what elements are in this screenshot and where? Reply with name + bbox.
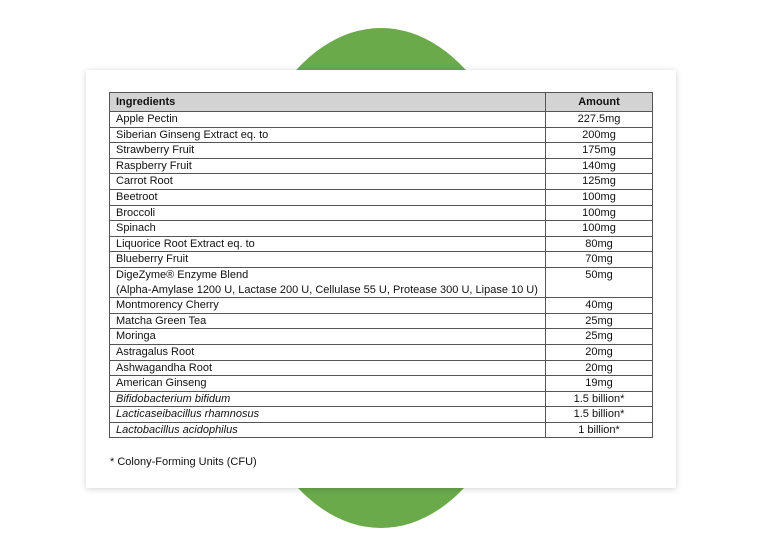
ingredient-amount: 1.5 billion* (546, 407, 653, 423)
ingredient-amount: 25mg (546, 329, 653, 345)
ingredient-name (110, 221, 546, 237)
ingredient-name-text: Matcha Green Tea (116, 314, 207, 327)
ingredient-name (110, 313, 546, 329)
ingredient-name-text: Carrot Root (116, 175, 173, 188)
ingredient-name-text: Apple Pectin (116, 113, 178, 125)
ingredient-name (110, 422, 546, 438)
ingredient-amount: 100mg (546, 205, 653, 221)
ingredient-name (110, 143, 546, 159)
table-row (110, 252, 653, 268)
table-row (110, 422, 653, 438)
table-header-row (110, 93, 653, 112)
ingredient-name-text: Lactobacillus acidophilus (116, 423, 238, 436)
ingredient-amount: 1.5 billion* (546, 391, 653, 407)
ingredient-name-text: Blueberry Fruit (116, 253, 189, 266)
ingredient-name-text: Spinach (116, 222, 156, 235)
ingredient-name (110, 127, 546, 143)
ingredient-name-text: Astragalus Root (116, 345, 195, 358)
ingredient-name (110, 205, 546, 221)
ingredient-name-text: Liquorice Root Extract eq. to (116, 237, 255, 250)
ingredient-amount: 80mg (546, 236, 653, 252)
ingredient-amount: 125mg (546, 174, 653, 190)
table-row (110, 267, 653, 297)
ingredient-amount: 40mg (546, 298, 653, 314)
table-row (110, 158, 653, 174)
ingredient-name (110, 344, 546, 360)
ingredient-amount: 50mg (546, 267, 653, 297)
ingredient-name (110, 329, 546, 345)
ingredients-table (109, 92, 653, 438)
ingredient-amount: 200mg (546, 127, 653, 143)
ingredient-amount: 25mg (546, 313, 653, 329)
ingredient-name (110, 376, 546, 392)
table-row (110, 391, 653, 407)
ingredient-name-text: Lacticaseibacillus rhamnosus (116, 408, 260, 421)
ingredient-name-text: Raspberry Fruit (116, 159, 192, 172)
ingredient-amount: 100mg (546, 189, 653, 205)
ingredient-name-text: Bifidobacterium bifidum (116, 392, 231, 405)
table-row (110, 344, 653, 360)
table-row (110, 221, 653, 237)
ingredient-name (110, 174, 546, 190)
table-row (110, 313, 653, 329)
ingredient-name-text: Montmorency Cherry (116, 299, 219, 312)
ingredient-name-text: Strawberry Fruit (116, 144, 195, 157)
ingredient-name-text: DigeZyme® Enzyme Blend (116, 268, 249, 281)
table-row (110, 205, 653, 221)
table-row (110, 407, 653, 423)
ingredient-name-text: Ashwagandha Root (116, 361, 213, 374)
header-amount: Amount (546, 93, 653, 112)
table-row (110, 298, 653, 314)
ingredient-name-text: Siberian Ginseng Extract eq. to (116, 128, 269, 141)
ingredient-amount: 1 billion* (546, 422, 653, 438)
table-body (110, 112, 653, 438)
ingredient-name (110, 189, 546, 205)
ingredient-name (110, 236, 546, 252)
ingredient-amount: 100mg (546, 221, 653, 237)
ingredient-name-text: Moringa (116, 330, 156, 343)
ingredient-name-text: Broccoli (116, 206, 156, 219)
table-row (110, 174, 653, 190)
table-row (110, 376, 653, 392)
ingredient-name (110, 407, 546, 423)
table-row (110, 143, 653, 159)
table-row (110, 329, 653, 345)
header-ingredients: Ingredients (110, 93, 546, 112)
ingredient-amount: 70mg (546, 252, 653, 268)
table-row (110, 236, 653, 252)
ingredient-amount: 140mg (546, 158, 653, 174)
ingredient-name (110, 267, 546, 297)
ingredient-name (110, 112, 546, 128)
ingredient-amount: 19mg (546, 376, 653, 392)
ingredient-name (110, 298, 546, 314)
ingredient-name-text: Beetroot (116, 190, 158, 203)
ingredient-name (110, 360, 546, 376)
table-row (110, 127, 653, 143)
ingredient-subtext: (Alpha-Amylase 1200 U, Lactase 200 U, Cellulase 55 U, Protease 300 U, Lipase 10 U) (116, 283, 538, 296)
ingredient-amount: 20mg (546, 344, 653, 360)
ingredient-name-text: American Ginseng (116, 377, 207, 390)
footnote: * Colony-Forming Units (CFU) (110, 456, 257, 468)
ingredient-amount: 227.5mg (546, 112, 653, 128)
table-row (110, 112, 653, 128)
ingredient-name (110, 391, 546, 407)
ingredient-name (110, 158, 546, 174)
table-row (110, 189, 653, 205)
ingredients-card (86, 70, 676, 488)
table-row (110, 360, 653, 376)
ingredient-amount: 20mg (546, 360, 653, 376)
ingredient-amount: 175mg (546, 143, 653, 159)
ingredient-name (110, 252, 546, 268)
